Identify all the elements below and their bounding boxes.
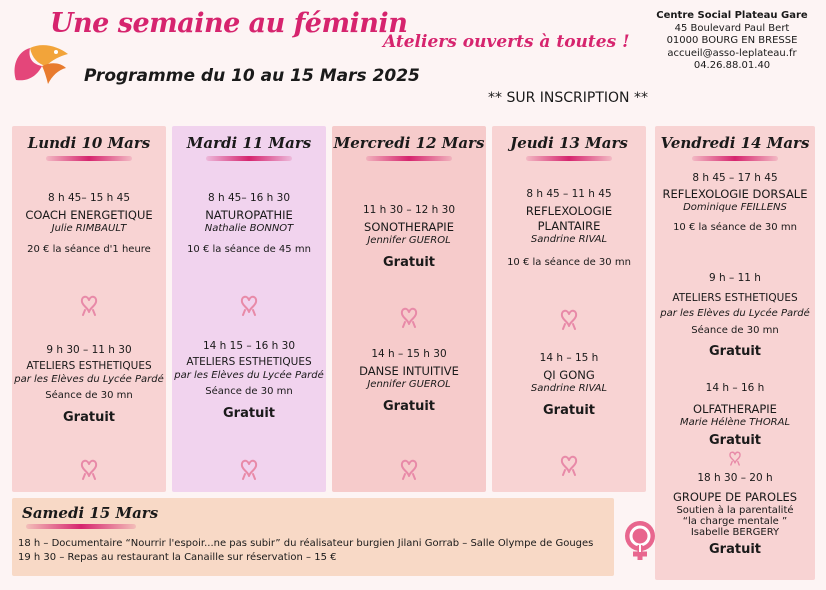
activity-name: DANSE INTUITIVE [359,364,459,378]
activity-time: 18 h 30 – 20 h [697,472,773,484]
activity-person: Isabelle BERGERY [690,527,780,538]
ribbon-heart-icon [399,306,419,328]
activity-price: 10 € la séance de 30 mn [673,222,797,233]
activity-name: COACH ENERGETIQUE [25,208,153,222]
activity-time: 9 h 30 – 11 h 30 [46,344,132,356]
ribbon-heart-icon [399,458,419,480]
activity-sub: par les Elèves du Lycée Pardé [660,308,810,319]
activity-price: Gratuit [383,255,435,270]
venus-symbol-icon [618,518,662,566]
activity [655,272,815,359]
activity-price: Gratuit [709,344,761,359]
activity [655,472,815,557]
centre-email[interactable]: accueil@asso-leplateau.fr [667,47,797,59]
day-card-jeudi [492,126,646,492]
brush-underline [206,156,292,161]
activity-name: OLFATHERAPIE [693,402,777,416]
day-title: Mercredi 12 Mars [333,134,485,152]
activity-person: Julie RIMBAULT [51,223,127,234]
ribbon-heart-icon [559,308,579,330]
activity-name-line2: PLANTAIRE [537,219,601,233]
activity-duration: Séance de 30 mn [691,325,779,336]
day-card-mardi [172,126,326,492]
activity-detail: “la charge mentale ” [682,516,788,527]
activity-time: 14 h – 15 h 30 [371,348,447,360]
activity-duration: Séance de 30 mn [45,390,133,401]
brush-underline [366,156,452,161]
activity [172,340,326,421]
day-card-lundi [12,126,166,492]
day-title: Samedi 15 Mars [22,504,159,522]
activity-name: NATUROPATHIE [205,208,293,222]
activity-name: ATELIERS ESTHETIQUES [26,360,152,372]
activity-time: 9 h – 11 h [709,272,761,284]
ribbon-heart-icon [79,458,99,480]
brush-underline [46,156,132,161]
programme-dates: Programme du 10 au 15 Mars 2025 [84,66,420,86]
activity-duration: Séance de 30 mn [205,386,293,397]
centre-contact [652,10,812,73]
activity [655,382,815,448]
activity-time: 14 h – 16 h [705,382,765,394]
activity-time: 14 h 15 – 16 h 30 [202,340,296,352]
activity-time: 8 h 45 – 11 h 45 [526,188,612,200]
day-title: Jeudi 13 Mars [510,134,628,152]
activity [332,348,486,414]
activity-price: 20 € la séance d'1 heure [27,244,151,255]
event-line: 19 h 30 – Repas au restaurant la Canaille sur réservation – 15 € [18,552,337,563]
activity [492,188,646,268]
activity [12,192,166,255]
activity-person: Sandrine RIVAL [530,234,608,245]
day-title: Lundi 10 Mars [27,134,151,152]
activity-name: SONOTHERAPIE [364,220,454,234]
activity-detail: Soutien à la parentalité [676,505,794,516]
brush-underline [26,524,136,529]
activity-time: 8 h 45– 16 h 30 [207,192,290,204]
activity-name-line1: REFLEXOLOGIE [525,204,613,218]
activity-person: Sandrine RIVAL [530,383,608,394]
activity-name: ATELIERS ESTHETIQUES [186,356,312,368]
subtitle: Ateliers ouverts à toutes ! [383,32,630,52]
activity-person: Nathalie BONNOT [204,223,294,234]
activity-price: Gratuit [223,406,275,421]
activity-time: 14 h – 15 h [539,352,599,364]
inscription-note: ** SUR INSCRIPTION ** [488,90,648,106]
activity-name: GROUPE DE PAROLES [672,490,798,504]
page-title: Une semaine au féminin [50,8,408,39]
activity-price: 10 € la séance de 30 mn [507,257,631,268]
day-title: Vendredi 14 Mars [660,134,810,152]
centre-address: 45 Boulevard Paul Bert [674,22,790,34]
day-title: Mardi 11 Mars [186,134,312,152]
activity [655,172,815,233]
brush-underline [692,156,778,161]
centre-name: Centre Social Plateau Gare [656,10,808,21]
day-card-vendredi [655,126,815,580]
ribbon-heart-icon [728,450,742,466]
activity-price: Gratuit [543,403,595,418]
activity [12,344,166,425]
bird-logo-icon [8,40,74,94]
activity-price: 10 € la séance de 45 mn [187,244,311,255]
brush-underline [526,156,612,161]
activity-price: Gratuit [63,410,115,425]
activity [332,204,486,270]
activity-price: Gratuit [709,433,761,448]
day-card-samedi [12,498,614,576]
ribbon-heart-icon [239,294,259,316]
day-card-mercredi [332,126,486,492]
ribbon-heart-icon [559,454,579,476]
activity-name: ATELIERS ESTHETIQUES [672,292,798,304]
ribbon-heart-icon [79,294,99,316]
activity-sub: par les Elèves du Lycée Pardé [174,370,324,381]
activity-time: 11 h 30 – 12 h 30 [362,204,456,216]
centre-phone: 04.26.88.01.40 [693,60,771,71]
activity-name: QI GONG [543,368,595,382]
activity-name: REFLEXOLOGIE DORSALE [662,187,808,201]
activity-person: Marie Hélène THORAL [679,417,791,428]
activity-price: Gratuit [383,399,435,414]
activity-person: Jennifer GUEROL [367,235,451,246]
activity-price: Gratuit [709,542,761,557]
ribbon-heart-icon [239,458,259,480]
activity-time: 8 h 45– 15 h 45 [47,192,130,204]
activity-time: 8 h 45 – 17 h 45 [692,172,778,184]
event-line: 18 h – Documentaire “Nourrir l'espoir...ne pas subir” du réalisateur burgien Jilani Gorrab – Salle Olympe de Gouges [18,538,594,549]
activity [492,352,646,418]
centre-city: 01000 BOURG EN BRESSE [666,35,798,46]
activity-sub: par les Elèves du Lycée Pardé [14,374,164,385]
activity-person: Jennifer GUEROL [367,379,451,390]
activity [172,192,326,255]
activity-person: Dominique FEILLENS [683,202,787,213]
